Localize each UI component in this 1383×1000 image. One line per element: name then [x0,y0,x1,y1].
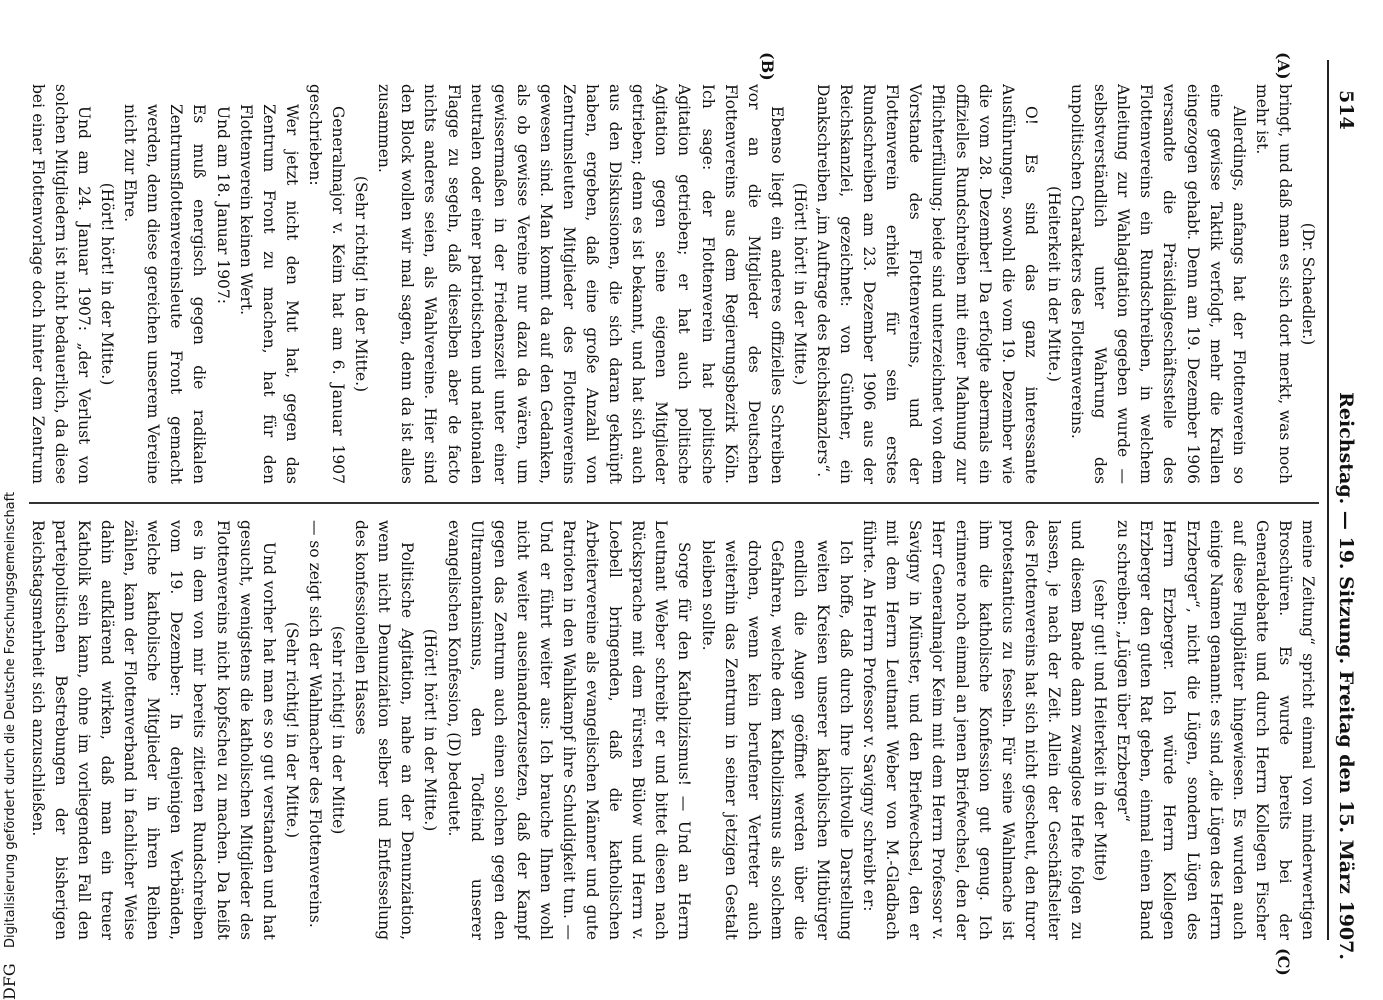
paragraph: Und vorher hat man es so gut verstanden und hat gesucht, wenigstens die katholischen Mitglieder des Flottenvereins nicht kopfscheu zu machen. Da heißt es in dem von mir bereits zitierten Rundschreiben vom 19. Dezember: In denjenigen Verbänden, welche katholische Mitglieder in ihren Reihen zählen, kann der Flottenverband in fachlicher Weise dahin aufklärend wirken, daß man ein treuer Katholik sein kann, ohne im vorliegenden Fall den parteipolitischen Bestrebungen der bisherigen Reichstagsmehrheit sich anzuschließen. [29,520,278,940]
page-title: Reichstag. — 19. Sitzung. Freitag den 15. März 1907. [1335,392,1357,960]
header-rule [1327,60,1329,940]
paragraph: bringt, und daß man es sich dort merkt, was noch mehr ist. [1252,84,1294,484]
interjection: (Heiterkeit in der Mitte.) [1044,186,1063,382]
margin-marker-a: (A) [1274,52,1293,80]
interjection: (Hört! hört! in der Mitte.) [98,182,117,386]
paragraph: O! Es sind das ganz interessante Ausführungen, sowohl die vom 19. Dezember wie die vom 28. Dezember! Da erfolgte abermals ein offizielles Rundschreiben mit einer Mahnung zur Pflichterfüllung; beide sind unterzeichnet von dem Vorstande des Flottenvereins, und der Flottenverein erhielt für sein erstes Rundschreiben am 23. Dezember 1906 aus der Reichskanzlei, gezeichnet: von Günther, ein Dankschreiben „im Auftrage des Reichskanzlers“. [814,84,1040,484]
margin-marker-c: (C) [1274,948,1293,976]
interjection: (sehr gut! und Heiterkeit in der Mitte) [1091,578,1110,882]
paragraph: Politische Agitation, nahe an der Denunziation, wenn nicht Denunziation selber und Entfesselung des konfessionellen Hasses [352,520,417,940]
interjection: (Sehr richtig! in der Mitte.) [282,621,301,839]
quotation: Es muß energisch gegen die radikalen Zentrumsflottenvereinsleute Front gemacht werden, denn diese gereichen unserem Vereine nicht zur Ehre. [121,104,209,484]
quotation: Wer jetzt nicht den Mut hat, gegen das Zentrum Front zu machen, hat für den Flottenverein keinen Wert. [236,104,301,484]
page-number: 514 [1335,90,1357,130]
interjection: (Sehr richtig! in der Mitte.) [352,175,371,393]
margin-marker-b: (B) [758,52,777,81]
paragraph: Sorge für den Katholizismus! — Und an Herrn Leutnant Weber schreibt er und bittet diesen nach Rücksprache mit dem Fürsten Bülow und Herrn v. Loebell bringenden, daß die katholischen Arbeitervereine als evangelischen Männer und gute Patrioten in den Wahlkampf ihre Schuldigkeit tun. — Und er führt weiter aus: Ich brauche Ihnen wohl nicht weiter auseinanderzusetzen, daß der Kampf gegen das Zentrum auch einen solchen gegen den Ultramontanismus, den Todfeind unserer evangelischen Konfession, (D) bedeutet. [444,520,694,940]
paragraph: Generalmajor v. Keim hat am 6. Januar 1907 geschrieben: [305,84,348,484]
quotation: Ich hoffe, daß durch Ihre lichtvolle Darstellung weiten Kreisen unserer katholischen Mitbürger endlich die Augen geöffnet werden über die Gefahren, welche dem Katholizismus als solchem drohen, wenn kein berufener Vertreter auch weiterhin das Zentrum in seiner jetzigen Gestalt bleiben sollte. [698,540,856,940]
column-divider [29,502,1319,504]
paragraph: und diesem Bande dann zwanglose Hefte folgen zu lassen, je nach der Zeit. Allein der Geschäftsleiter des Flottenvereins hat sich nicht gescheut, den furor protestanticus zu fesseln. Für seine Wahlmache ist ihm die katholische Konfession gut genug. Ich erinnere noch einmal an jenen Briefwechsel, den der Herr Generalmajor Keim mit dem Herrn Professor v. Savigny in Münster, und den Briefwechsel, den er mit dem Herrn Leutnant Weber von M.-Gladbach führte. An Herrn Professor v. Savigny schreibt er: [860,520,1087,940]
speaker-name: (Dr. Schaedler.) [1299,222,1317,346]
paragraph: — so zeigt sich der Wahlmacher des Flottenvereins. [305,520,324,928]
left-column [29,84,1319,484]
page-header [1327,40,1363,970]
interjection: (Hört! hört! in der Mitte.) [421,628,440,832]
digitization-credit: Digitalisierung gefördert durch die Deutsche Forschungsgemeinschaft [3,491,18,948]
paragraph: Allerdings, anfangs hat der Flottenverein so eine gewisse Taktik verfolgt, mehr die Krallen eingezogen gehabt. Denn am 19. Dezember 1906 versandte die Präsidialgeschäftsstelle des Flottenvereins ein Rundschreiben, in welchem Anleitung zur Wahlagitation gegeben wurde — selbstverständlich unter Wahrung des unpolitischen Charakters des Flottenvereins. [1068,84,1248,484]
paragraph: Und am 24. Januar 1907: „der Verlust von solchen Mitgliedern ist nicht bedauerlich, da diese bei einer Flottenvorlage doch hinter dem Zentrum [29,84,94,484]
paragraph: Ebenso liegt ein anderes offizielles Schreiben vor an die Mitglieder des Deutschen Flottenvereins aus dem Regierungsbezirk Köln. Ich sage: der Flottenverein hat politische Agitation getrieben; er hat auch politische Agitation gegen seine eigenen Mitglieder getrieben; denn es ist bekannt, und hat sich auch aus den Diskussionen, die sich daran geknüpft haben, ergeben, daß eine große Anzahl von Zentrumsleuten Mitglieder des Flottenvereins gewesen sind. Man kommt da auf den Gedanken, als ob gewisse Vereine nur dazu da wären, um gewissermaßen in der Friedenszeit unter einer neutralen oder einer patriotischen und nationalen Flagge zu segeln, daß dieselben aber de facto nichts anderes seien, als Wahlvereine. Hier sind den Block wollen wir mal sagen, denn da ist alles zusammen. [375,84,786,484]
paragraph: meine Zeitung“ spricht einmal von minderwertigen Broschüren. Es wurde bereits bei der Generaldebatte und durch Herrn Kollegen Fischer auf diese Flugblätter hingewiesen. Es wurden auch einige Namen genannt: es sind „die Lügen des Herrn Erzberger“, nicht die Lügen, sondern Lügen des Herrn Erzberger. Ich würde Herrn Kollegen Erzberger den guten Rat geben, einmal einen Band zu schreiben: „Lügen über Erzberger“ [1114,520,1317,940]
interjection: (sehr richtig! in der Mitte) [329,625,348,835]
paragraph: Und am 18. Januar 1907: [213,106,232,305]
dfg-logo: DFG [0,963,19,1000]
interjection: (Hört! hört! in der Mitte.) [790,182,809,386]
right-column [29,520,1319,940]
side-credit-strip [0,5,24,1000]
